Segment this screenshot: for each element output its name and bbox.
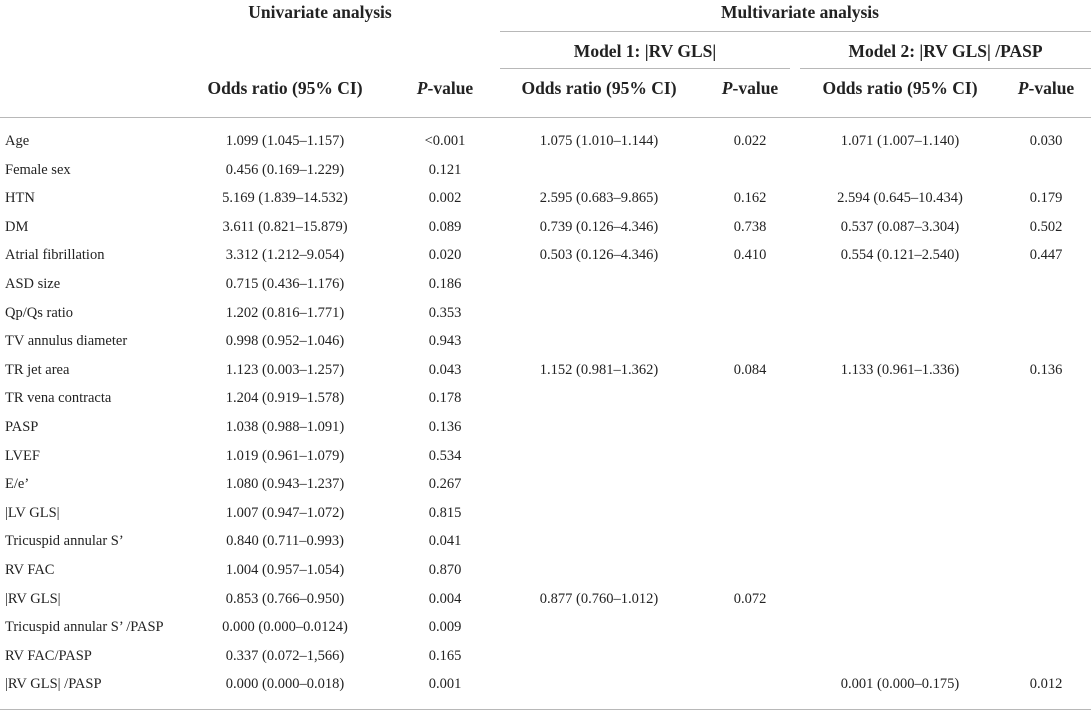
row-label: Tricuspid annular S’ [5, 533, 124, 550]
row-label: PASP [5, 419, 39, 435]
model1-odds-ratio: 2.595 (0.683–9.865) [539, 190, 659, 207]
univariate-odds-ratio: 3.312 (1.212–9.054) [225, 247, 345, 264]
univariate-odds-ratio: 1.080 (0.943–1.237) [225, 476, 345, 493]
model1-odds-ratio: 0.503 (0.126–4.346) [539, 247, 659, 264]
table-row [0, 642, 1091, 671]
univariate-odds-ratio: 1.019 (0.961–1.079) [225, 447, 345, 464]
univariate-odds-ratio: 0.000 (0.000–0.0124) [222, 619, 348, 636]
model1-p-value: 0.022 [733, 133, 767, 149]
univariate-p-header [400, 78, 490, 99]
p-letter: P [1017, 78, 1029, 98]
table-row [0, 442, 1091, 471]
univariate-p-value: 0.043 [428, 361, 462, 378]
table-row [0, 213, 1091, 242]
multivariate-header: Multivariate analysis [721, 2, 879, 22]
univariate-odds-ratio: 0.337 (0.072–1,566) [225, 647, 345, 664]
univariate-or-header: Odds ratio (95% CI) [207, 78, 363, 98]
univariate-odds-ratio: 1.038 (0.988–1.091) [225, 419, 345, 435]
table-row [0, 470, 1091, 499]
univariate-p-value: 0.089 [428, 218, 462, 235]
row-label: Female sex [5, 161, 71, 178]
model2-odds-ratio: 0.537 (0.087–3.304) [840, 218, 960, 235]
header-rule [0, 117, 1091, 118]
table-row [0, 156, 1091, 185]
univariate-p-value: 0.009 [428, 619, 462, 636]
univariate-p-value: <0.001 [424, 133, 466, 149]
row-label: TR vena contracta [5, 390, 112, 407]
univariate-odds-ratio: 0.840 (0.711–0.993) [226, 533, 344, 550]
p-suffix: -value [1028, 78, 1075, 98]
p-suffix: -value [427, 78, 474, 98]
model2-odds-ratio: 0.554 (0.121–2.540) [840, 247, 960, 264]
univariate-p-value: 0.041 [428, 533, 462, 550]
table-row [0, 527, 1091, 556]
univariate-p-value: 0.267 [428, 476, 462, 493]
univariate-odds-ratio: 1.007 (0.947–1.072) [225, 504, 345, 521]
row-label: RV FAC/PASP [5, 647, 92, 664]
univariate-odds-ratio: 3.611 (0.821–15.879) [222, 218, 348, 235]
row-label: RV FAC [5, 562, 55, 578]
table-row [0, 413, 1091, 442]
row-label: ASD size [5, 276, 61, 292]
table-row [0, 327, 1091, 356]
univariate-p-value: 0.136 [428, 419, 462, 435]
model1-p-value: 0.162 [733, 190, 767, 207]
row-label: Age [5, 133, 30, 149]
univariate-p-value: 0.121 [428, 161, 462, 178]
table-row [0, 670, 1091, 699]
p-letter: P [416, 78, 428, 98]
univariate-odds-ratio: 0.000 (0.000–0.018) [225, 676, 345, 693]
model1-odds-ratio: 0.877 (0.760–1.012) [539, 590, 659, 607]
model1-odds-ratio: 1.152 (0.981–1.362) [539, 361, 659, 378]
model1-p-value: 0.072 [733, 590, 767, 607]
p-letter: P [721, 78, 733, 98]
univariate-p-value: 0.815 [428, 504, 462, 521]
model2-p-value: 0.030 [1029, 133, 1063, 149]
table-row [0, 499, 1091, 528]
model2-odds-ratio: 1.071 (1.007–1.140) [840, 133, 960, 149]
univariate-odds-ratio: 5.169 (1.839–14.532) [222, 190, 348, 207]
univariate-p-value: 0.004 [428, 590, 462, 607]
univariate-p-value: 0.020 [428, 247, 462, 264]
univariate-odds-ratio: 1.099 (1.045–1.157) [225, 133, 345, 149]
model2-odds-ratio: 1.133 (0.961–1.336) [840, 361, 960, 378]
row-label: Qp/Qs ratio [5, 304, 74, 321]
table-row [0, 384, 1091, 413]
univariate-p-value: 0.534 [428, 447, 462, 464]
row-label: LVEF [5, 447, 40, 464]
p-suffix: -value [732, 78, 779, 98]
model2-rule [800, 68, 1091, 69]
model2-p-value: 0.447 [1029, 247, 1063, 264]
model2-p-header [1001, 78, 1091, 99]
model1-p-value: 0.738 [733, 218, 767, 235]
row-label: Atrial fibrillation [5, 247, 105, 264]
row-label: TR jet area [5, 361, 70, 378]
model2-p-value: 0.179 [1029, 190, 1063, 207]
row-label: HTN [5, 190, 35, 207]
univariate-odds-ratio: 0.998 (0.952–1.046) [225, 333, 345, 350]
univariate-odds-ratio: 1.123 (0.003–1.257) [225, 361, 345, 378]
model2-p-value: 0.136 [1029, 361, 1063, 378]
univariate-odds-ratio: 1.004 (0.957–1.054) [225, 562, 345, 578]
univariate-p-value: 0.943 [428, 333, 462, 350]
model2-or-header: Odds ratio (95% CI) [822, 78, 978, 98]
model2-header: Model 2: |RV GLS| /PASP [848, 41, 1043, 61]
table-row [0, 299, 1091, 328]
model1-p-value: 0.410 [733, 247, 767, 264]
univariate-p-value: 0.178 [428, 390, 462, 407]
univariate-header: Univariate analysis [248, 2, 392, 22]
univariate-p-value: 0.165 [428, 647, 462, 664]
model1-p-value: 0.084 [733, 361, 767, 378]
table-row [0, 556, 1091, 585]
model2-odds-ratio: 0.001 (0.000–0.175) [840, 676, 960, 693]
row-label: E/e’ [5, 476, 30, 493]
univariate-p-value: 0.186 [428, 276, 462, 292]
univariate-p-value: 0.001 [428, 676, 462, 693]
univariate-odds-ratio: 0.715 (0.436–1.176) [225, 276, 345, 292]
model1-header: Model 1: |RV GLS| [573, 41, 717, 61]
bottom-rule [0, 709, 1091, 710]
univariate-odds-ratio: 1.202 (0.816–1.771) [225, 304, 345, 321]
model1-odds-ratio: 1.075 (1.010–1.144) [539, 133, 659, 149]
model1-odds-ratio: 0.739 (0.126–4.346) [539, 218, 659, 235]
model2-odds-ratio: 2.594 (0.645–10.434) [837, 190, 963, 207]
univariate-p-value: 0.870 [428, 562, 462, 578]
multivariate-rule [500, 31, 1091, 32]
univariate-odds-ratio: 0.456 (0.169–1.229) [225, 161, 345, 178]
row-label: TV annulus diameter [5, 333, 128, 350]
univariate-odds-ratio: 0.853 (0.766–0.950) [225, 590, 345, 607]
model2-p-value: 0.502 [1029, 218, 1063, 235]
row-label: |RV GLS| /PASP [5, 676, 102, 693]
table-row [0, 270, 1091, 299]
table-row [0, 127, 1091, 156]
row-label: DM [5, 218, 29, 235]
table-row [0, 241, 1091, 270]
row-label: Tricuspid annular S’ /PASP [5, 619, 164, 636]
univariate-p-value: 0.002 [428, 190, 462, 207]
table-row [0, 184, 1091, 213]
table-row [0, 613, 1091, 642]
table-row [0, 356, 1091, 385]
univariate-odds-ratio: 1.204 (0.919–1.578) [225, 390, 345, 407]
row-label: |RV GLS| [5, 590, 61, 607]
model2-p-value: 0.012 [1029, 676, 1063, 693]
model1-or-header: Odds ratio (95% CI) [521, 78, 677, 98]
row-label: |LV GLS| [5, 504, 60, 521]
table-row [0, 585, 1091, 614]
univariate-p-value: 0.353 [428, 304, 462, 321]
model1-rule [500, 68, 790, 69]
